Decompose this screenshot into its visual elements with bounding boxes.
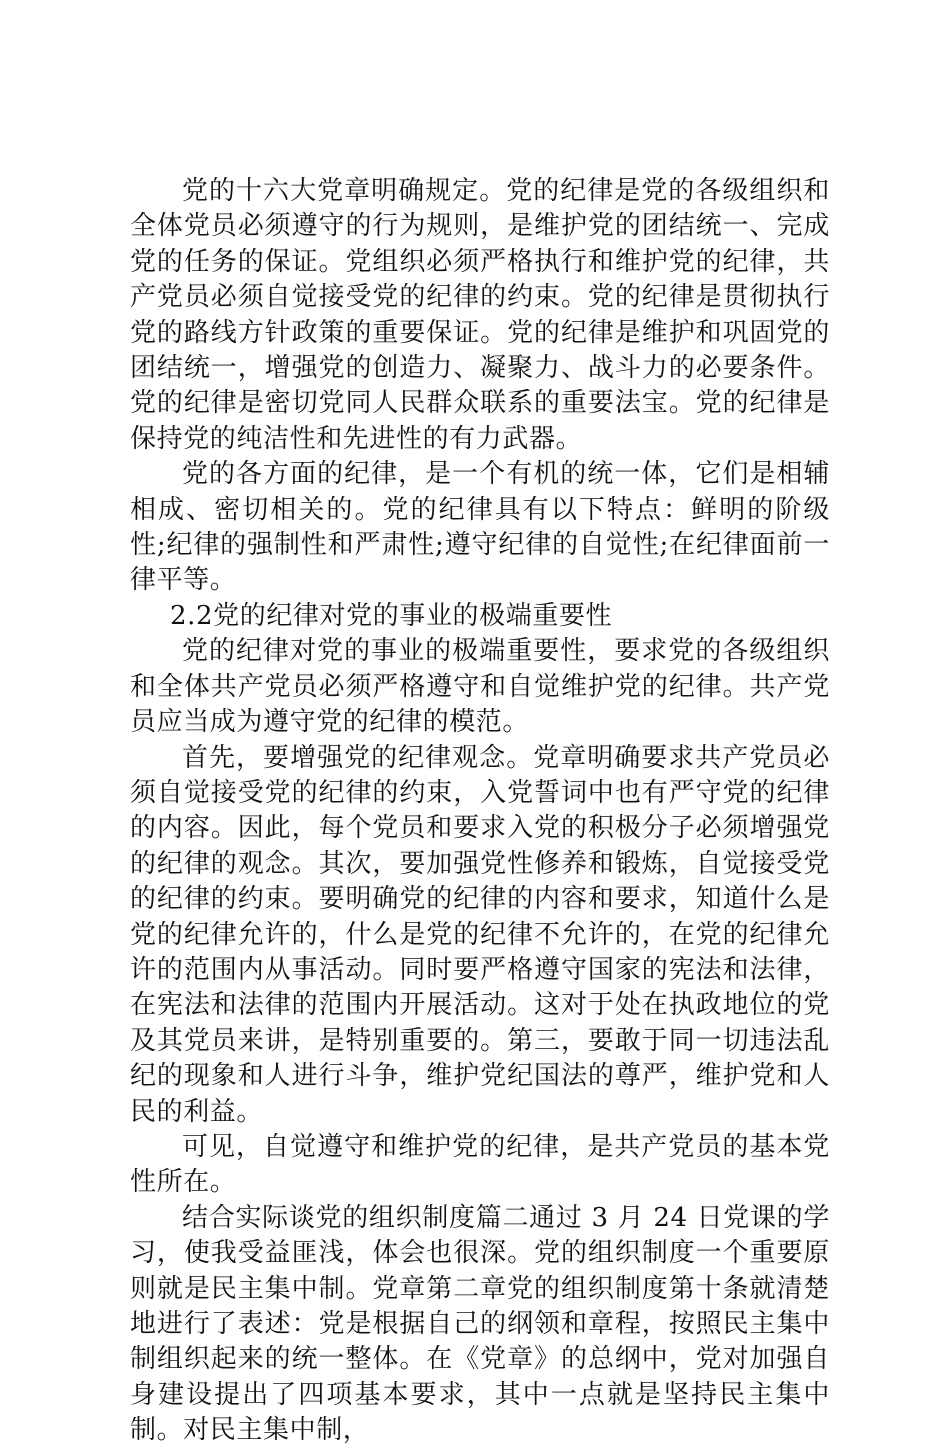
section-heading-2-2: 2.2党的纪律对党的事业的极端重要性: [170, 600, 613, 631]
paragraph-discipline-measures: 首先，要增强党的纪律观念。党章明确要求共产党员必须自觉接受党的纪律的约束，入党誓词中也有严守党的纪律的内容。因此，每个党员和要求入党的积极分子必须增强党的纪律的观念。其次，要加强党性修养和锻炼，自觉接受党的纪律的约束。要明确党的纪律的内容和要求，知道什么是党的纪律允许的，什么是党的纪律不允许的，在党的纪律允许的范围内从事活动。同时要严格遵守国家的宪法和法律，在宪法和法律的范围内开展活动。这对于处在执政地位的党及其党员来讲，是特别重要的。第三，要敢于同一切违法乱纪的现象和人进行斗争，维护党纪国法的尊严，维护党和人民的利益。: [130, 742, 830, 1127]
paragraph-conclusion: 可见，自觉遵守和维护党的纪律，是共产党员的基本党性所在。: [130, 1131, 830, 1198]
paragraph-organization-system: 结合实际谈党的组织制度篇二通过 3 月 24 日党课的学习，使我受益匪浅，体会也很深。党的组织制度一个重要原则就是民主集中制。党章第二章党的组织制度第十条就清楚地进行了表述：党是根据自己的纲领和章程，按照民主集中制组织起来的统一整体。在《党章》的总纲中，党对加强自身建设提出了四项基本要求，其中一点就是坚持民主集中制。对民主集中制，: [130, 1202, 830, 1446]
paragraph-discipline-importance: 党的纪律对党的事业的极端重要性，要求党的各级组织和全体共产党员必须严格遵守和自觉维护党的纪律。共产党员应当成为遵守党的纪律的模范。: [130, 636, 830, 738]
paragraph-discipline-characteristics: 党的各方面的纪律，是一个有机的统一体，它们是相辅相成、密切相关的。党的纪律具有以下特点：鲜明的阶级性;纪律的强制性和严肃性;遵守纪律的自觉性;在纪律面前一律平等。: [130, 459, 830, 596]
document-body: [130, 174, 830, 1449]
paragraph-party-constitution-discipline: 党的十六大党章明确规定。党的纪律是党的各级组织和全体党员必须遵守的行为规则，是维护党的团结统一、完成党的任务的保证。党组织必须严格执行和维护党的纪律，共产党员必须自觉接受党的纪律的约束。党的纪律是贯彻执行党的路线方针政策的重要保证。党的纪律是维护和巩固党的团结统一，增强党的创造力、凝聚力、战斗力的必要条件。党的纪律是密切党同人民群众联系的重要法宝。党的纪律是保持党的纯洁性和先进性的有力武器。: [130, 176, 830, 454]
